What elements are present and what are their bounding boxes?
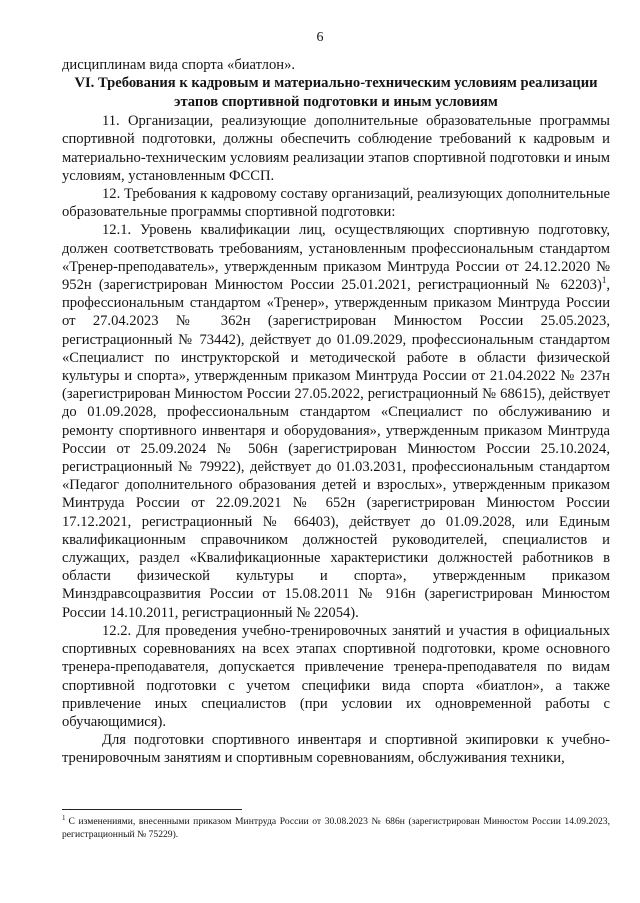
footnote bbox=[62, 815, 610, 841]
paragraph-12-1-part-b: , профессиональным стандартом «Тренер», утвержденным приказом Минтруда России от 27.04.2023 № 362н (зарегистрирован Минюстом России 25.05.2023, регистрационный № 73442), действует до 01.09.2029, профессиональным стандартом «Специалист по инструкторской и методической работе в области физической культуры и спорта», утвержденным приказом Минтруда России от 21.04.2022 № 237н (зарегистрирован Минюстом России 27.05.2022, регистрационный № 68615), действует до 01.09.2028, профессиональным стандартом «Специалист по обслуживанию и ремонту спортивного инвентаря и оборудования», утвержденным приказом Минтруда России от 25.09.2024 № 506н (зарегистрирован Минюстом России 25.10.2024, регистрационный № 79922), действует до 01.03.2031, профессиональным стандартом «Педагог дополнительного образования детей и взрослых», утвержденным приказом Минтруда России от 22.09.2021 № 652н (зарегистрирован Минюстом России 17.12.2021, регистрационный № 66403), действует до 01.09.2028, или Единым квалификационным справочником должностей руководителей, специалистов и служащих, раздел «Квалификационные характеристики должностей работников в области физической культуры и спорта», утвержденным приказом Минздравсоцразвития России от 15.08.2011 № 916н (зарегистрирован Минюстом России 14.10.2011, регистрационный № 22054). bbox=[62, 277, 610, 621]
paragraph-inventory: Для подготовки спортивного инвентаря и спортивной экипировки к учебно-тренировочным занятиям и спортивным соревнованиям, обслуживания техники, bbox=[62, 732, 610, 767]
section-heading: VI. Требования к кадровым и материально-техническим условиям реализации этапов спортивной подготовки и иным условиям bbox=[74, 75, 598, 111]
continuation-line: дисциплинам вида спорта «биатлон». bbox=[62, 57, 296, 73]
footnote-text: С изменениями, внесенными приказом Минтруда России от 30.08.2023 № 686н (зарегистрирован Минюстом России 14.09.2023, регистрационный № 75229). bbox=[62, 816, 610, 840]
paragraph-12-2: 12.2. Для проведения учебно-тренировочных занятий и участия в официальных спортивных соревнованиях на всех этапах спортивной подготовки, кроме основного тренера-преподавателя, допускается привлечение тренера-преподавателя по видам спортивной подготовки с учетом специфики вида спорта «биатлон», а также привлечение иных специалистов (при условии их одновременной работы с обучающимися). bbox=[62, 622, 610, 730]
footnote-reference: 1 bbox=[601, 275, 607, 286]
paragraph-12-1 bbox=[62, 221, 610, 621]
footnote-divider bbox=[62, 809, 242, 810]
footnote-mark: 1 bbox=[62, 813, 66, 822]
paragraph-12-1-part-a: 12.1. Уровень квалификации лиц, осуществляющих спортивную подготовку, должен соответствовать требованиям, установленным профессиональным стандартом «Тренер-преподаватель», утвержденным приказом Минтруда России от 24.12.2020 № 952н (зарегистрирован Минюстом России 25.01.2021, регистрационный № 62203) bbox=[62, 222, 610, 294]
paragraph-11: 11. Организации, реализующие дополнительные образовательные программы спортивной подготовки, должны обеспечить соблюдение требований к кадровым и материально-техническим условиям реализации этапов спортивной подготовки и иным условиям, установленным ФССП. bbox=[62, 113, 610, 184]
document-body bbox=[62, 56, 610, 768]
paragraph-12: 12. Требования к кадровому составу организаций, реализующих дополнительные образовательные программы спортивной подготовки: bbox=[62, 186, 610, 221]
page-number: 6 bbox=[316, 30, 324, 45]
